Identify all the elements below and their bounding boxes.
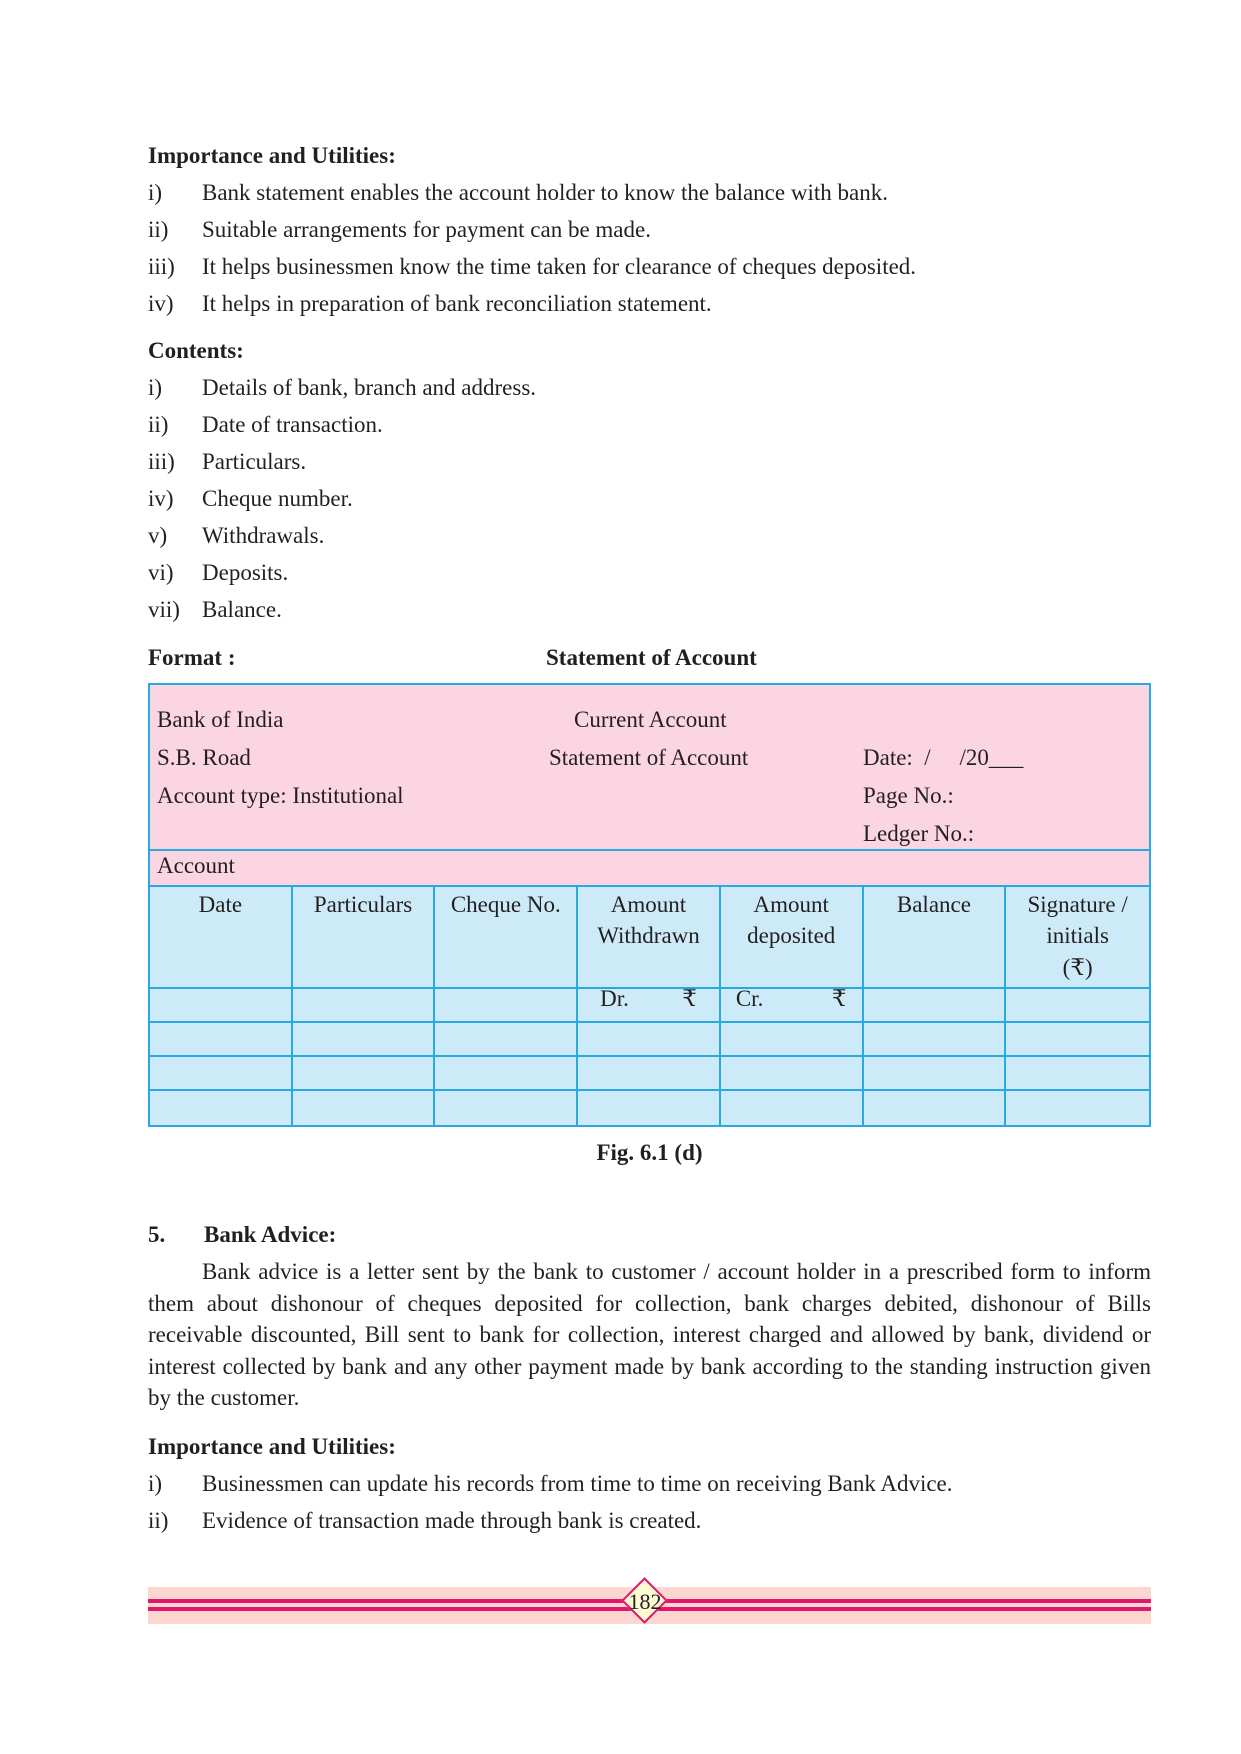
list-item: Particulars. (202, 449, 307, 474)
figure-caption: Fig. 6.1 (d) (596, 1140, 703, 1165)
list-item: Cheque number. (202, 486, 353, 511)
list-num: iv) (148, 291, 174, 316)
section-heading: Bank Advice: (204, 1222, 337, 1247)
list-num: ii) (148, 412, 169, 437)
list-item: It helps in preparation of bank reconciliation statement. (202, 291, 712, 316)
page-no-field: Page No.: (863, 783, 954, 808)
list-num: iv) (148, 486, 174, 511)
list-item: Bank statement enables the account holder to know the balance with bank. (202, 180, 888, 205)
section-number: 5. (148, 1222, 166, 1247)
table-cell (150, 1057, 293, 1091)
table-cell (721, 989, 864, 1023)
date-field: Date: / /20___ (863, 745, 1024, 770)
column-header-row (150, 887, 1149, 1011)
format-title: Statement of Account (546, 645, 757, 670)
importance-heading: Importance and Utilities: (148, 143, 396, 168)
list-item: Suitable arrangements for payment can be made. (202, 217, 651, 242)
list-num: iii) (148, 254, 175, 279)
statement-of-account-table (148, 683, 1151, 1127)
doc-title: Statement of Account (549, 745, 749, 770)
list-item: Date of transaction. (202, 412, 383, 437)
rupee-icon: (₹) (1062, 955, 1093, 980)
list-num: i) (148, 1471, 163, 1496)
page-number: 182 (628, 1589, 662, 1614)
table-cell (864, 989, 1007, 1023)
importance-heading-2: Importance and Utilities: (148, 1434, 396, 1459)
table-row (150, 1091, 1149, 1125)
list-num: i) (148, 180, 163, 205)
table-row (150, 1023, 1149, 1057)
table-cell (721, 1057, 864, 1091)
list-num: vi) (148, 560, 174, 585)
table-cell (293, 1023, 436, 1057)
column-header-signature: Signature / initials (₹) (1006, 887, 1149, 989)
list-num: vii) (148, 597, 180, 622)
column-header-date: Date (150, 887, 293, 989)
column-header-cheque-no: Cheque No. (435, 887, 578, 989)
list-num: ii) (148, 217, 169, 242)
bank-name: Bank of India (157, 707, 284, 732)
list-item: Evidence of transaction made through bank is created. (202, 1508, 702, 1533)
column-header-amount-withdrawn: Amount Withdrawn Dr. ₹ (578, 887, 721, 989)
table-cell (864, 1023, 1007, 1057)
list-num: ii) (148, 1508, 169, 1533)
table-cell (150, 989, 293, 1023)
table-cell (150, 1023, 293, 1057)
table-cell (721, 1091, 864, 1125)
list-item: Withdrawals. (202, 523, 325, 548)
table-cell (150, 1091, 293, 1125)
table-cell (578, 1057, 721, 1091)
format-label: Format : (148, 645, 236, 670)
list-num: iii) (148, 449, 175, 474)
list-num: i) (148, 375, 163, 400)
table-cell (1006, 989, 1149, 1023)
contents-heading: Contents: (148, 338, 244, 363)
list-item: Details of bank, branch and address. (202, 375, 537, 400)
table-cell (293, 1091, 436, 1125)
column-header-amount-deposited: Amount deposited Cr. ₹ (721, 887, 864, 989)
rupee-icon: ₹ (831, 986, 847, 1011)
branch-name: S.B. Road (157, 745, 251, 770)
bank-advice-paragraph: Bank advice is a letter sent by the bank to customer / account holder in a prescribed form to inform them about dishonour of cheques deposited for collection, bank charges debited, dishonour of Bills receivable discounted, Bill sent to bank for collection, interest charged and allowed by bank, dividend or interest collected by bank and any other payment made by bank according to the standing instruction given by the customer. (148, 1259, 1151, 1410)
table-cell (435, 1057, 578, 1091)
table-cell (864, 1057, 1007, 1091)
table-cell (435, 989, 578, 1023)
list-num: v) (148, 523, 168, 548)
ledger-no-field: Ledger No.: (863, 821, 975, 846)
table-cell (293, 989, 436, 1023)
table-cell (1006, 1023, 1149, 1057)
table-cell (578, 989, 721, 1023)
table-cell (578, 1091, 721, 1125)
table-cell (1006, 1091, 1149, 1125)
account-label: Account (157, 853, 235, 878)
rupee-icon: ₹ (682, 986, 697, 1011)
table-row (150, 989, 1149, 1023)
statement-header-block (150, 685, 1149, 851)
table-cell (1006, 1057, 1149, 1091)
table-cell (578, 1023, 721, 1057)
table-cell (721, 1023, 864, 1057)
account-row (150, 851, 1149, 887)
account-kind: Current Account (574, 707, 727, 732)
list-item: Businessmen can update his records from time to time on receiving Bank Advice. (202, 1471, 953, 1496)
list-item: Balance. (202, 597, 282, 622)
table-cell (293, 1057, 436, 1091)
table-cell (435, 1023, 578, 1057)
table-cell (435, 1091, 578, 1125)
column-header-particulars: Particulars (293, 887, 436, 989)
table-row (150, 1057, 1149, 1091)
list-item: It helps businessmen know the time taken for clearance of cheques deposited. (202, 254, 917, 279)
table-cell (864, 1091, 1007, 1125)
column-header-balance: Balance (864, 887, 1007, 989)
account-type: Account type: Institutional (157, 783, 404, 808)
list-item: Deposits. (202, 560, 289, 585)
